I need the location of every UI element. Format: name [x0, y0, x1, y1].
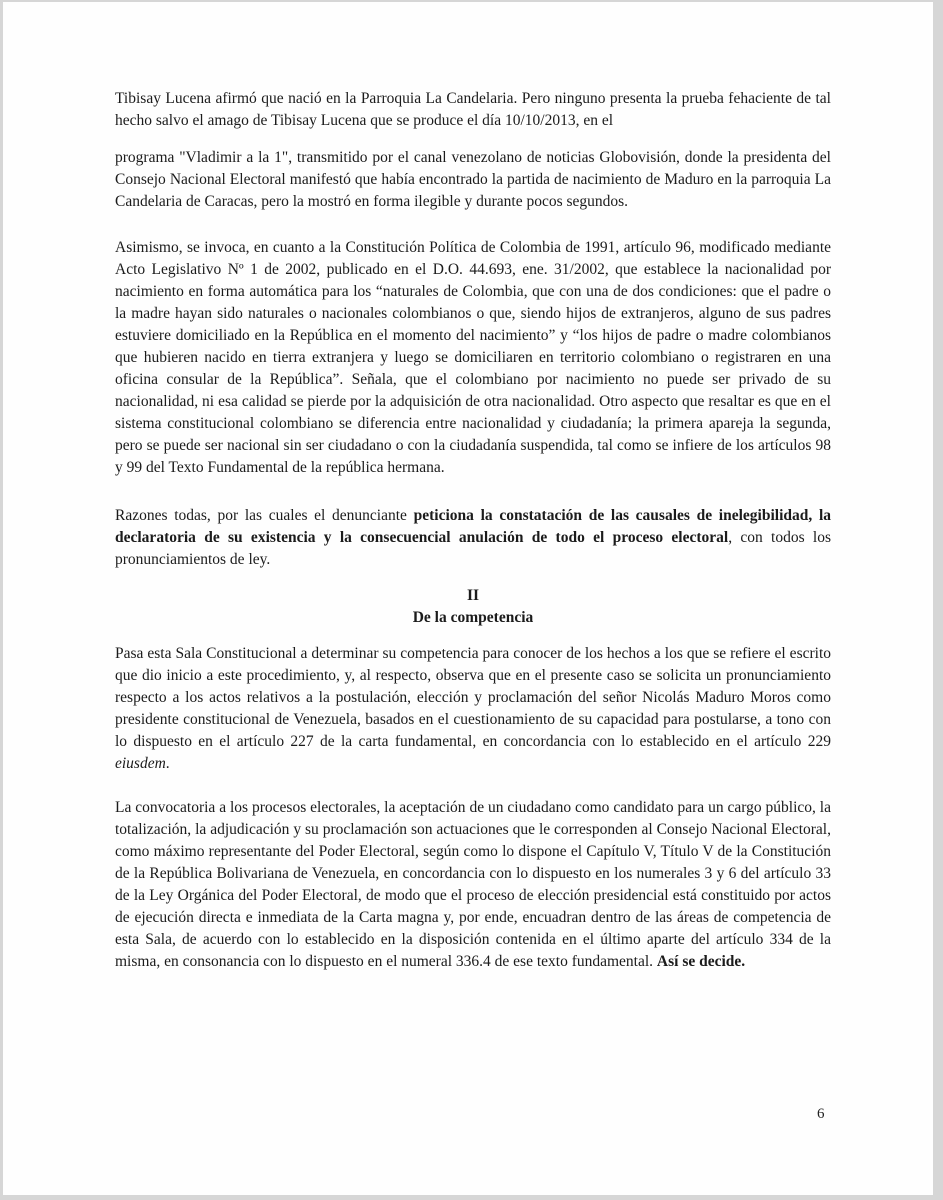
- section-heading: [115, 585, 831, 629]
- page-number: 6: [817, 1106, 825, 1122]
- text-run-italic: eiusdem: [115, 755, 166, 772]
- text-run: Razones todas, por las cuales el denunciante: [115, 507, 414, 524]
- text-run: , con todos los pronunciamientos de ley.: [115, 529, 832, 568]
- paragraph-tibisay-lucena: Tibisay Lucena afirmó que nació en la Parroquia La Candelaria. Pero ninguno presenta la prueba fehaciente de tal hecho salvo el amago de Tibisay Lucena que se produce el día 10/10/2013, en el: [115, 90, 831, 129]
- text-run: Pasa esta Sala Constitucional a determinar su competencia para conocer de los hechos a los que se refiere el escrito que dio inicio a este procedimiento, y, al respecto, observa que en el presente caso se solicita un pronunciamiento respecto a los actos relativos a la postulación, elección y proclamación del señor Nicolás Maduro Moros como presidente constitucional de Venezuela, basados en el cuestionamiento de su capacidad para postularse, a tono con lo dispuesto en el artículo 227 de la carta fundamental, en concordancia con lo establecido en el artículo 229: [115, 645, 831, 750]
- section-number: II: [466, 587, 480, 604]
- document-page: [3, 2, 933, 1195]
- paragraph-programa-vladimir: programa "Vladimir a la 1", transmitido por el canal venezolano de noticias Globovisión, donde la presidenta del Consejo Nacional Electoral manifestó que había encontrado la partida de nacimiento de Maduro en la parroquia La Candelaria de Caracas, pero la mostró en forma ilegible y durante pocos segundos.: [115, 149, 831, 210]
- section-title: De la competencia: [412, 609, 534, 626]
- document-text-column: [115, 88, 831, 973]
- text-run: .: [165, 755, 170, 772]
- paragraph-pasa-sala-constitucional: [115, 643, 831, 775]
- text-run: La convocatoria a los procesos electorales, la aceptación de un ciudadano como candidato para un cargo público, la totalización, la adjudicación y su proclamación son actuaciones que le corresponden al Consejo Nacional Electoral, como máximo representante del Poder Electoral, según como lo dispone el Capítulo V, Título V de la Constitución de la República Bolivariana de Venezuela, en concordancia con lo dispuesto en los numerales 3 y 6 del artículo 33 de la Ley Orgánica del Poder Electoral, de modo que el proceso de elección presidencial está constituido por actos de ejecución directa e inmediata de la Carta magna y, por ende, encuadran dentro de las áreas de competencia de esta Sala, de acuerdo con lo establecido en la disposición contenida en el último aparte del artículo 334 de la misma, en consonancia con lo dispuesto en el numeral 336.4 de ese texto fundamental.: [115, 799, 831, 970]
- paragraph-convocatoria-procesos-electorales: [115, 797, 831, 973]
- paragraph-asimismo-constitucion-colombia: Asimismo, se invoca, en cuanto a la Constitución Política de Colombia de 1991, artículo 96, modificado mediante Acto Legislativo Nº 1 de 2002, publicado en el D.O. 44.693, ene. 31/2002, que establece la nacionalidad por nacimiento en forma automática para los “naturales de Colombia, que con una de dos condiciones: que el padre o la madre hayan sido naturales o nacionales colombianos o que, siendo hijos de extranjeros, alguno de sus padres estuviere domiciliado en la República en el momento del nacimiento” y “los hijos de padre o madre colombianos que hubieren nacido en tierra extranjera y luego se domiciliaren en territorio colombiano o registraren en una oficina consular de la República”. Señala, que el colombiano por nacimiento no puede ser privado de su nacionalidad, ni esa calidad se pierde por la adquisición de otra nacionalidad. Otro aspecto que resaltar es que en el sistema constitucional colombiano se diferencia entre nacionalidad y ciudadanía; la primera apareja la segunda, pero se puede ser nacional sin ser ciudadano o con la ciudadanía suspendida, tal como se infiere de los artículos 98 y 99 del Texto Fundamental de la república hermana.: [115, 239, 831, 476]
- paragraph-razones-peticion: [115, 505, 831, 571]
- text-run-bold: peticiona la constatación de las causales de inelegibilidad, la declaratoria de su existencia y la consecuencial anulación de todo el proceso electoral: [115, 507, 831, 546]
- text-run-bold: Así se decide.: [656, 953, 746, 970]
